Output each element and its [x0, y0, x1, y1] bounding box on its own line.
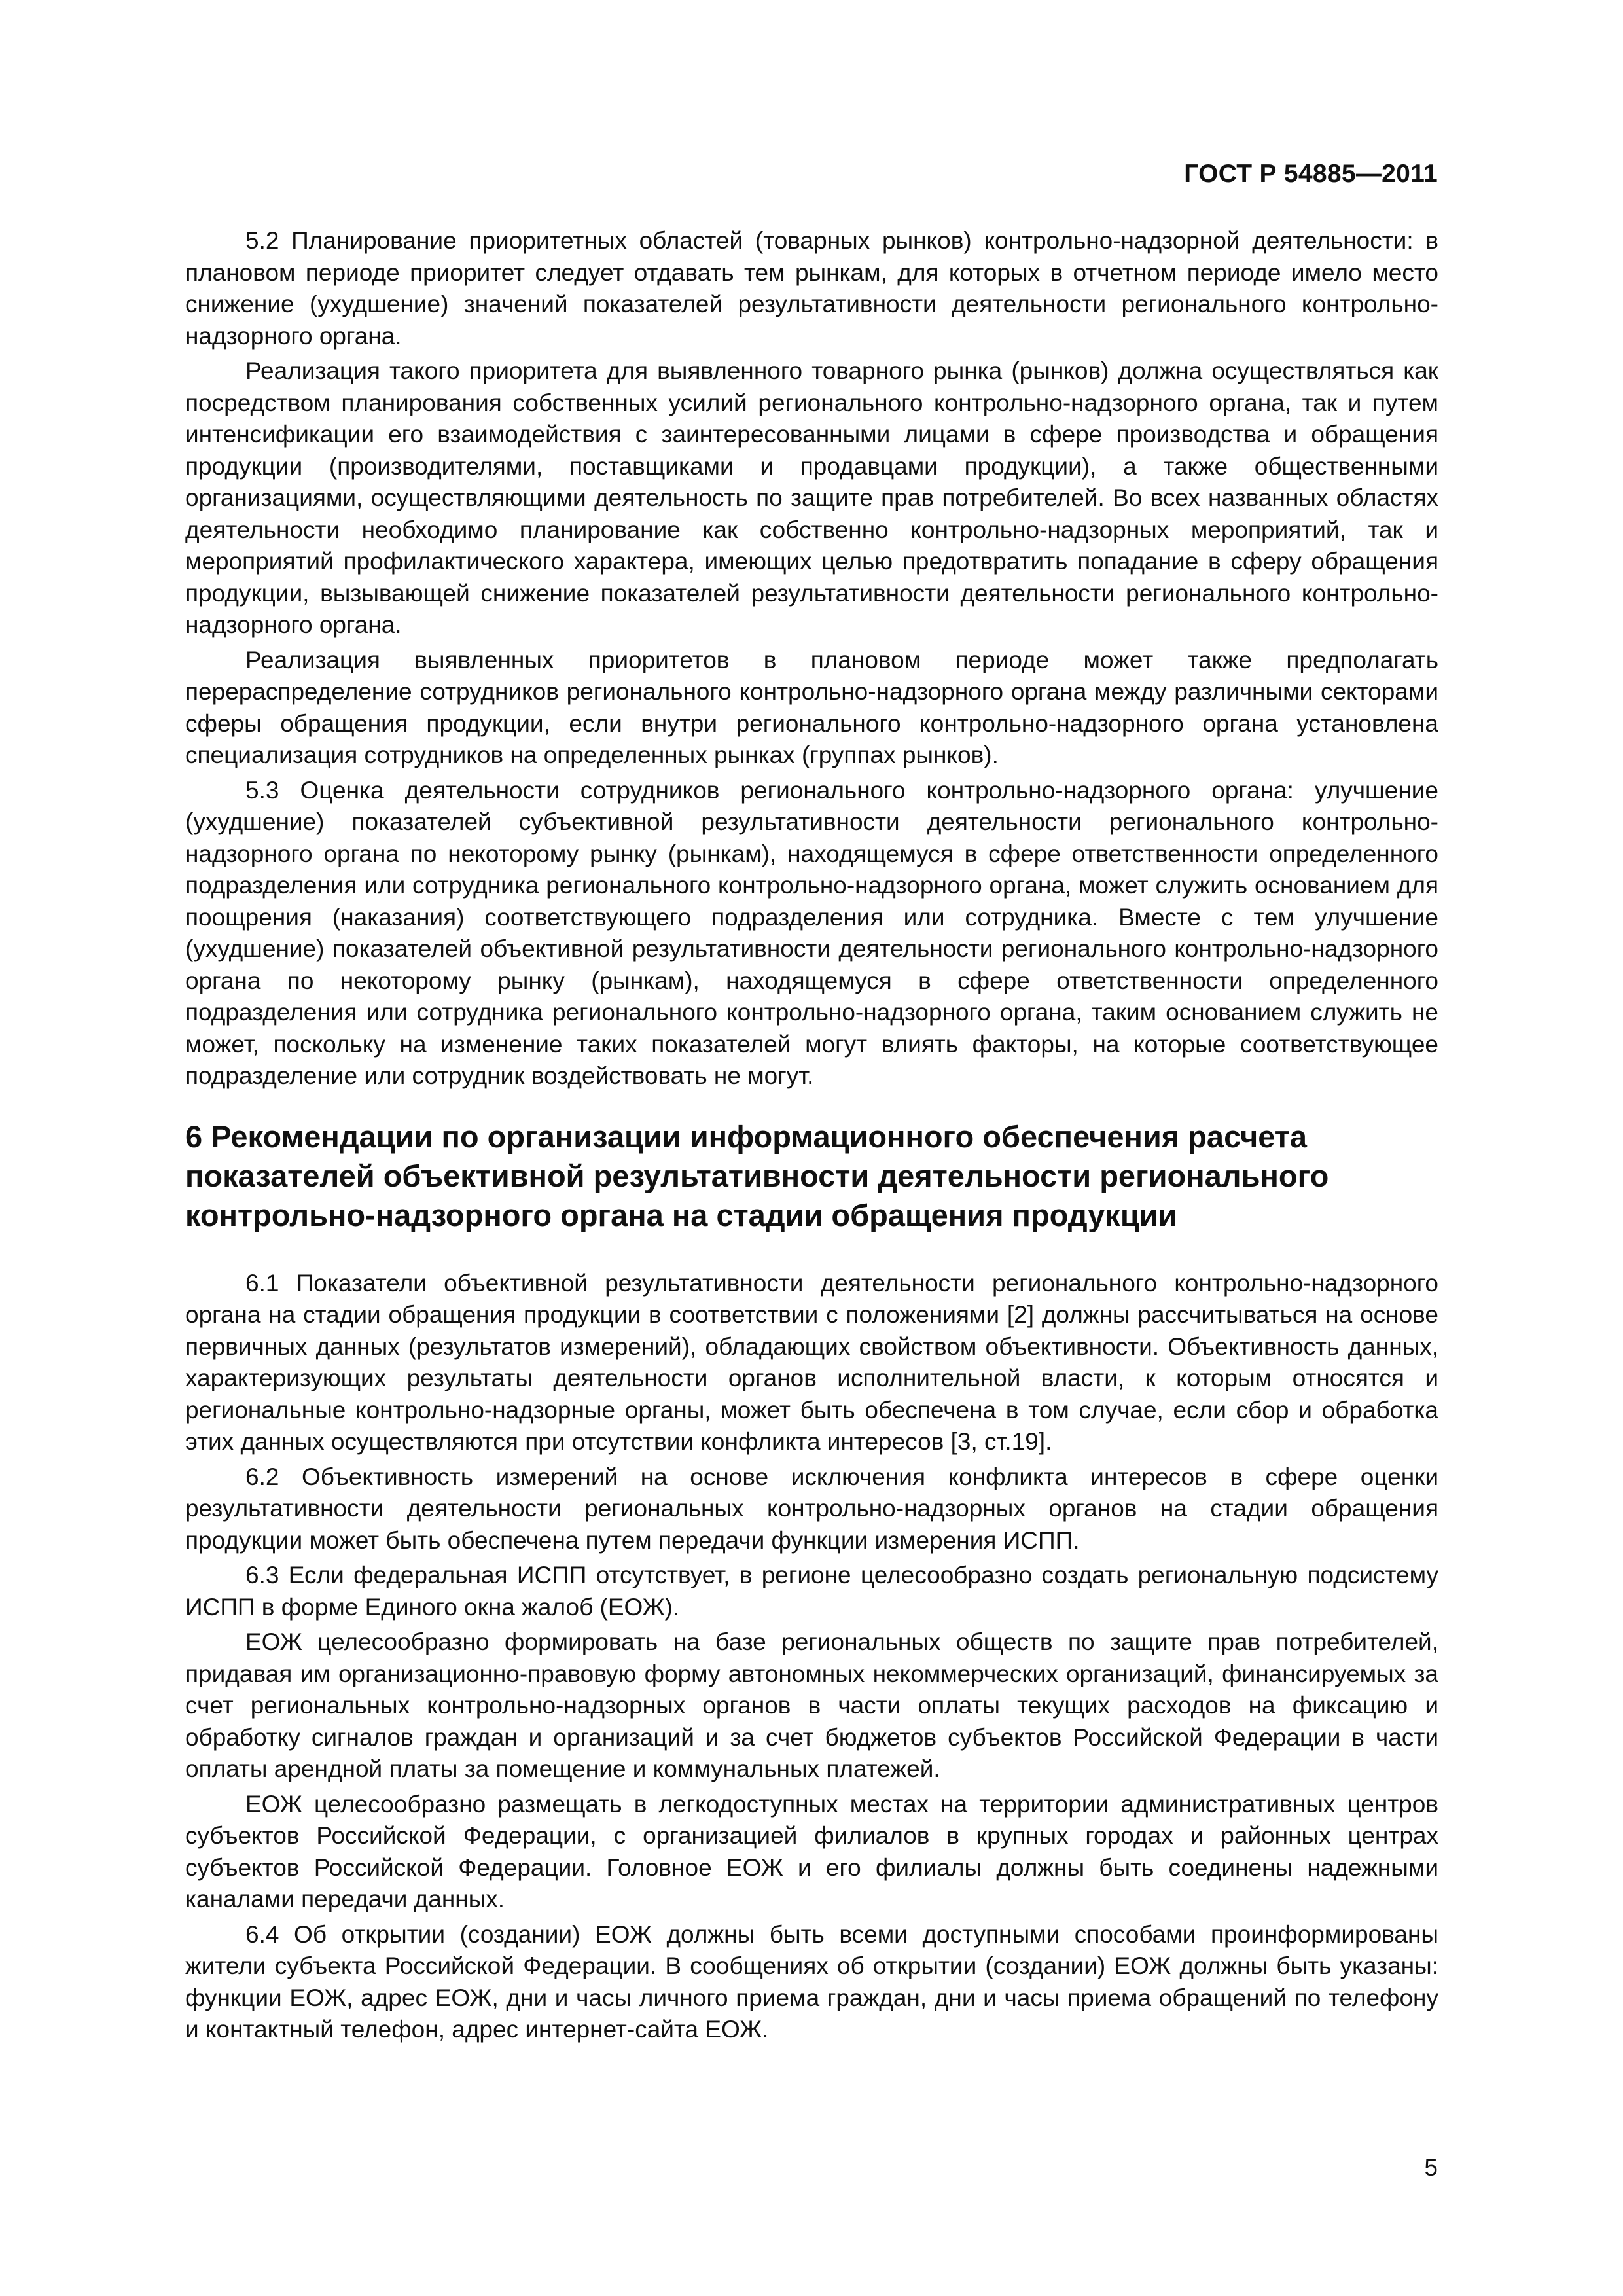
- paragraph-6-4: 6.4 Об открытии (создании) ЕОЖ должны быть всеми доступными способами проинформированы жители субъекта Российской Федерации. В сообщениях об открытии (создании) ЕОЖ должны быть указаны: функции ЕОЖ, адрес ЕОЖ, дни и часы личного приема граждан, дни и часы приема обращений по телефону и контактный телефон, адрес интернет-сайта ЕОЖ.: [185, 1920, 1438, 2043]
- paragraph-6-2: 6.2 Объективность измерений на основе исключения конфликта интересов в сфере оценки результативности деятельности региональных контрольно-надзорных органов на стадии обращения продукции может быть обеспечена путем передачи функции измерения ИСПП.: [185, 1463, 1438, 1554]
- paragraph-6-1: 6.1 Показатели объективной результативности деятельности регионального контрольно-надзорного органа на стадии обращения продукции в соответствии с положениями [2] должны рассчитываться на основе первичных данных (результатов измерений), обладающих свойством объективности. Объективность данных, характеризующих результаты деятельности органов исполнительной власти, к которым относятся и региональные контрольно-надзорные органы, может быть обеспечена в том случае, если сбор и обработка этих данных осуществляются при отсутствии конфликта интересов [3, ст.19].: [185, 1269, 1438, 1455]
- document-body: [185, 225, 1438, 2049]
- paragraph-eozh-formation: ЕОЖ целесообразно формировать на базе региональных обществ по защите прав потребителей, придавая им организационно-правовую форму автономных некоммерческих организаций, финансируемых за счет региональных контрольно-надзорных органов в части оплаты текущих расходов на фиксацию и обработку сигналов граждан и организаций и за счет бюджетов субъектов Российской Федерации в части оплаты арендной платы за помещение и коммунальных платежей.: [185, 1628, 1438, 1782]
- paragraph-eozh-placement: ЕОЖ целесообразно размещать в легкодоступных местах на территории административных центров субъектов Российской Федерации, с организацией филиалов в крупных городах и районных центрах субъектов Российской Федерации. Головное ЕОЖ и его филиалы должны быть соединены надежными каналами передачи данных.: [185, 1790, 1438, 1912]
- paragraph-5-2: 5.2 Планирование приоритетных областей (товарных рынков) контрольно-надзорной деятельности: в плановом периоде приоритет следует отдавать тем рынкам, для которых в отчетном периоде имело место снижение (ухудшение) значений показателей результативности деятельности регионального контрольно-надзорного органа.: [185, 227, 1438, 350]
- page-number: 5: [1424, 2154, 1438, 2181]
- section-6-heading: 6 Рекомендации по организации информационного обеспечения расчета показателей объективной результативности деятельности регионального контрольно-надзорного органа на стадии обращения продукции: [185, 1119, 1329, 1232]
- paragraph-staff-redistribution: Реализация выявленных приоритетов в плановом периоде может также предполагать перераспределение сотрудников регионального контрольно-надзорного органа между различными секторами сферы обращения продукции, если внутри регионального контрольно-надзорного органа установлена специализация сотрудников на определенных рынках (группах рынков).: [185, 646, 1438, 768]
- paragraph-priority-implementation: Реализация такого приоритета для выявленного товарного рынка (рынков) должна осуществляться как посредством планирования собственных усилий регионального контрольно-надзорного органа, так и путем интенсификации его взаимодействия с заинтересованными лицами в сфере производства и обращения продукции (производителями, поставщиками и продавцами продукции), а также общественными организациями, осуществляющими деятельность по защите прав потребителей. Во всех названных областях деятельности необходимо планирование как собственно контрольно-надзорных мероприятий, так и мероприятий профилактического характера, имеющих целью предотвратить попадание в сферу обращения продукции, вызывающей снижение показателей результативности деятельности регионального контрольно-надзорного органа.: [185, 357, 1438, 638]
- paragraph-5-3: 5.3 Оценка деятельности сотрудников регионального контрольно-надзорного органа: улучшение (ухудшение) показателей субъективной результативности деятельности регионального контрольно-надзорного органа по некоторому рынку (рынкам), находящемуся в сфере ответственности определенного подразделения или сотрудника регионального контрольно-надзорного органа, может служить основанием для поощрения (наказания) соответствующего подразделения или сотрудника. Вместе с тем улучшение (ухудшение) показателей объективной результативности деятельности регионального контрольно-надзорного органа по некоторому рынку (рынкам), находящемуся в сфере ответственности определенного подразделения или сотрудника регионального контрольно-надзорного органа, таким основанием служить не может, поскольку на изменение таких показателей могут влиять факторы, на которые соответствующее подразделение или сотрудник воздействовать не могут.: [185, 776, 1438, 1089]
- document-code-header: ГОСТ Р 54885—2011: [1184, 160, 1438, 188]
- paragraph-6-3: 6.3 Если федеральная ИСПП отсутствует, в регионе целесообразно создать региональную подсистему ИСПП в форме Единого окна жалоб (ЕОЖ).: [185, 1562, 1438, 1621]
